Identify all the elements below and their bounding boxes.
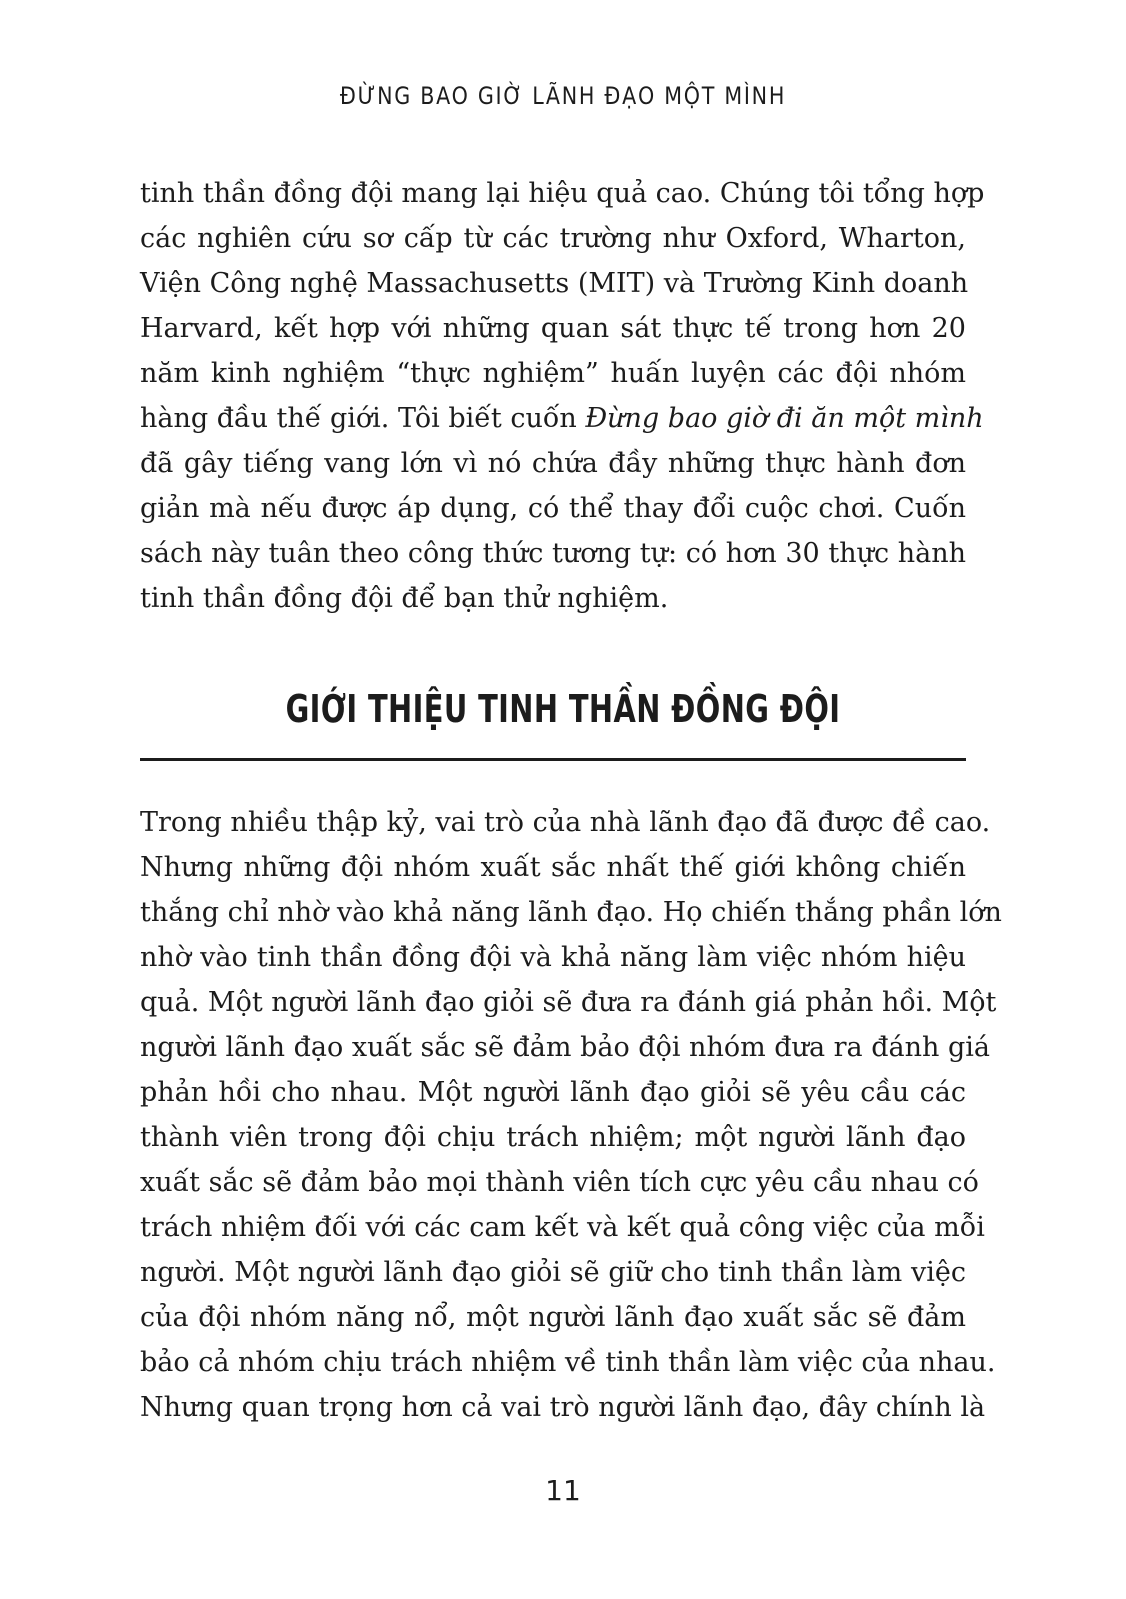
text-line: phản hồi cho nhau. Một người lãnh đạo giỏi sẽ yêu cầu các <box>140 1077 966 1108</box>
book-title: Đừng bao giờ đi ăn một mình <box>585 403 984 434</box>
text-line: thắng chỉ nhờ vào khả năng lãnh đạo. Họ chiến thắng phần lớn <box>140 897 1002 928</box>
text-line: Viện Công nghệ Massachusetts (MIT) và Trường Kinh doanh <box>140 268 969 299</box>
text-line: xuất sắc sẽ đảm bảo mọi thành viên tích cực yêu cầu nhau có <box>140 1167 979 1198</box>
text-line: năm kinh nghiệm “thực nghiệm” huấn luyện các đội nhóm <box>140 358 966 389</box>
text-line-with-book-title <box>140 396 984 441</box>
text-line: Nhưng quan trọng hơn cả vai trò người lãnh đạo, đây chính là <box>140 1392 986 1423</box>
text-line: trách nhiệm đối với các cam kết và kết quả công việc của mỗi <box>140 1212 985 1243</box>
body-paragraph-2 <box>140 800 1002 1430</box>
text-line: bảo cả nhóm chịu trách nhiệm về tinh thần làm việc của nhau. <box>140 1347 996 1378</box>
text-line: người lãnh đạo xuất sắc sẽ đảm bảo đội nhóm đưa ra đánh giá <box>140 1032 990 1063</box>
text-line: của đội nhóm năng nổ, một người lãnh đạo xuất sắc sẽ đảm <box>140 1302 966 1333</box>
text-line-prefix: hàng đầu thế giới. Tôi biết cuốn <box>140 403 586 434</box>
text-line: nhờ vào tinh thần đồng đội và khả năng làm việc nhóm hiệu <box>140 942 966 973</box>
text-line: Harvard, kết hợp với những quan sát thực tế trong hơn 20 <box>140 313 966 344</box>
section-heading: GIỚI THIỆU TINH THẦN ĐỒNG ĐỘI <box>285 687 841 731</box>
text-line: tinh thần đồng đội để bạn thử nghiệm. <box>140 583 669 614</box>
text-line: thành viên trong đội chịu trách nhiệm; một người lãnh đạo <box>140 1122 966 1153</box>
text-line: các nghiên cứu sơ cấp từ các trường như Oxford, Wharton, <box>140 223 966 254</box>
body-paragraph-1 <box>140 171 985 621</box>
text-line: Nhưng những đội nhóm xuất sắc nhất thế giới không chiến <box>140 852 966 883</box>
running-header: ĐỪNG BAO GIỜ LÃNH ĐẠO MỘT MÌNH <box>339 82 787 110</box>
heading-divider <box>140 758 966 761</box>
text-line: người. Một người lãnh đạo giỏi sẽ giữ cho tinh thần làm việc <box>140 1257 966 1288</box>
text-line: giản mà nếu được áp dụng, có thể thay đổi cuộc chơi. Cuốn <box>140 493 966 524</box>
text-line: đã gây tiếng vang lớn vì nó chứa đầy những thực hành đơn <box>140 448 966 479</box>
page-number: 11 <box>545 1474 581 1507</box>
text-line: sách này tuân theo công thức tương tự: có hơn 30 thực hành <box>140 538 966 569</box>
text-line: Trong nhiều thập kỷ, vai trò của nhà lãnh đạo đã được đề cao. <box>140 807 991 838</box>
text-line: tinh thần đồng đội mang lại hiệu quả cao. Chúng tôi tổng hợp <box>140 178 985 209</box>
text-line: quả. Một người lãnh đạo giỏi sẽ đưa ra đánh giá phản hồi. Một <box>140 987 997 1018</box>
